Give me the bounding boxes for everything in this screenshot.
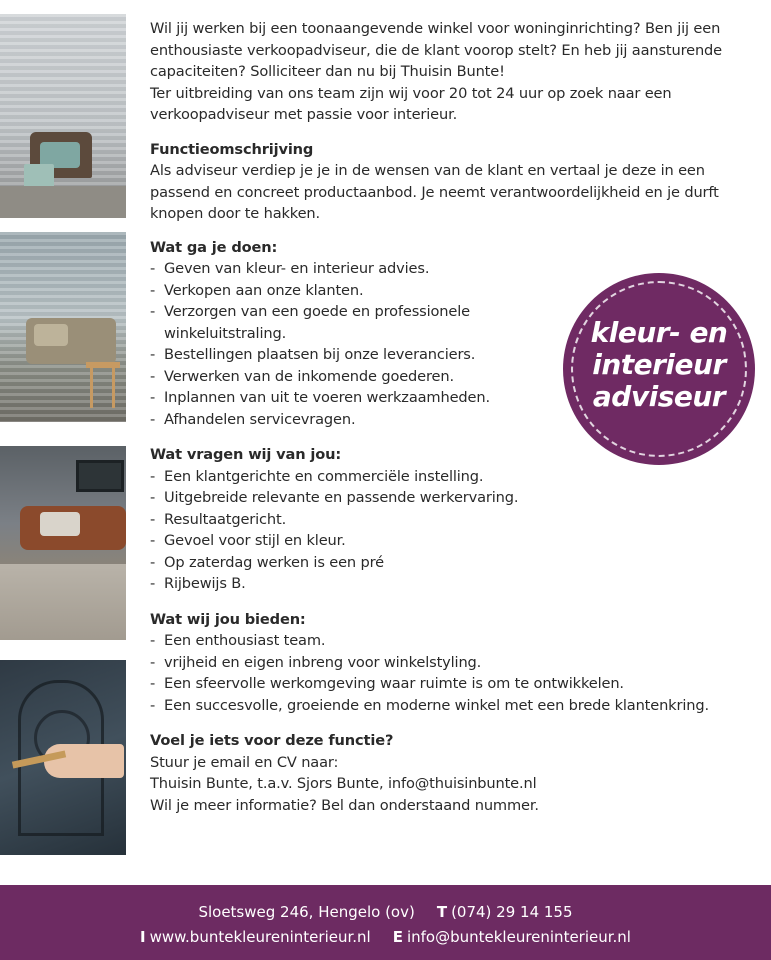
contact-line: Stuur je email en CV naar: bbox=[150, 753, 339, 771]
list-item: - vrijheid en eigen inbreng voor winkelstyling. bbox=[150, 652, 750, 674]
list-item: - Verzorgen van een goede en professionele winkeluitstraling. bbox=[150, 301, 524, 344]
vragen-section bbox=[150, 444, 750, 595]
photo-living-room-blinds bbox=[0, 14, 126, 218]
footer-line-web bbox=[0, 928, 771, 946]
list-item: - Op zaterdag werken is een pré bbox=[150, 552, 750, 574]
vragen-list bbox=[150, 466, 750, 595]
list-item: - Een succesvolle, groeiende en moderne winkel met een brede klantenkring. bbox=[150, 695, 750, 717]
contact-line: Thuisin Bunte, t.a.v. Sjors Bunte, info@thuisinbunte.nl bbox=[150, 775, 537, 792]
functie-text: Als adviseur verdiep je je in de wensen van de klant en vertaal je deze in een passend en concreet productaanbod. Je neemt verantwoordelijkheid en je durft knopen door te hakken. bbox=[150, 162, 719, 222]
doen-heading: Wat ga je doen: bbox=[150, 238, 278, 256]
list-item: - Uitgebreide relevante en passende werkervaring. bbox=[150, 487, 750, 509]
contact-heading: Voel je iets voor deze functie? bbox=[150, 732, 394, 749]
list-item: - Bestellingen plaatsen bij onze leveranciers. bbox=[150, 344, 750, 366]
list-item: - Afhandelen servicevragen. bbox=[150, 409, 750, 431]
contact-line: Wil je meer informatie? Bel dan onderstaand nummer. bbox=[150, 796, 539, 814]
badge-line: interieur bbox=[592, 348, 726, 381]
list-item: - Inplannen van uit te voeren werkzaamheden. bbox=[150, 387, 750, 409]
badge-line: adviseur bbox=[592, 380, 726, 413]
vragen-heading: Wat vragen wij van jou: bbox=[150, 446, 342, 463]
footer-website-link[interactable]: www.buntekleureninterieur.nl bbox=[149, 928, 371, 946]
bieden-heading: Wat wij jou bieden: bbox=[150, 610, 306, 628]
bieden-list bbox=[150, 630, 750, 716]
list-item: - Rijbewijs B. bbox=[150, 573, 750, 595]
footer-line-address bbox=[0, 903, 771, 921]
functie-section bbox=[150, 139, 750, 225]
email-label: E bbox=[392, 928, 403, 946]
functie-heading: Functieomschrijving bbox=[150, 140, 314, 158]
badge-text bbox=[563, 317, 755, 413]
footer-email-link[interactable]: info@buntekleureninterieur.nl bbox=[406, 928, 631, 946]
photo-painter-ironwork bbox=[0, 660, 126, 855]
contact-footer bbox=[0, 885, 771, 960]
list-item: - Een sfeervolle werkomgeving waar ruimte is om te ontwikkelen. bbox=[150, 673, 750, 695]
photo-sofa-blinds bbox=[0, 232, 126, 422]
intro-paragraph: Wil jij werken bij een toonaangevende winkel voor woninginrichting? Ben jij een enthousiaste verkoopadviseur, die de klant voorop stelt? En heb jij aansturende capaciteiten? Solliciteer dan nu bij Thuisin Bunte! bbox=[150, 20, 722, 80]
list-item: - Geven van kleur- en interieur advies. bbox=[150, 258, 750, 280]
contact-section bbox=[150, 730, 750, 816]
intro bbox=[150, 18, 750, 126]
list-item: - Resultaatgericht. bbox=[150, 509, 750, 531]
list-item: - Een enthousiast team. bbox=[150, 630, 750, 652]
badge-line: kleur- en bbox=[590, 316, 728, 349]
list-item: - Gevoel voor stijl en kleur. bbox=[150, 530, 750, 552]
footer-phone[interactable]: (074) 29 14 155 bbox=[451, 903, 573, 921]
phone-label: T bbox=[436, 903, 448, 921]
list-item: - Verkopen aan onze klanten. bbox=[150, 280, 750, 302]
footer-address: Sloetsweg 246, Hengelo (ov) bbox=[198, 903, 415, 921]
photo-leather-sofa bbox=[0, 446, 126, 640]
list-item: - Een klantgerichte en commerciële instelling. bbox=[150, 466, 750, 488]
bieden-section bbox=[150, 609, 750, 717]
list-item: - Verwerken van de inkomende goederen. bbox=[150, 366, 750, 388]
intro-paragraph-2: Ter uitbreiding van ons team zijn wij voor 20 tot 24 uur op zoek naar een verkoopadviseur met passie voor interieur. bbox=[150, 84, 672, 123]
job-title-badge bbox=[563, 273, 755, 465]
web-label: I bbox=[140, 928, 146, 946]
